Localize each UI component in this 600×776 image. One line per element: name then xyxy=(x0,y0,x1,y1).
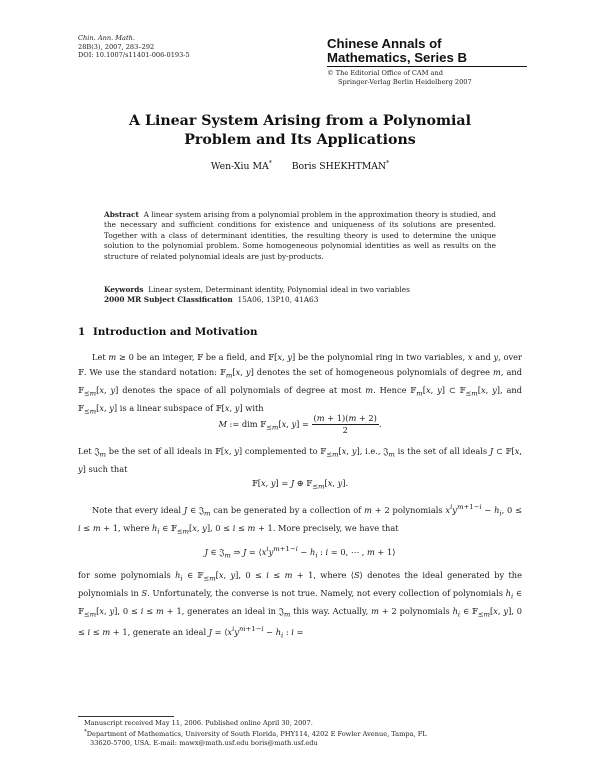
equation-dimension: M := dim 𝔽$_{\le m}$[x, y] = $\frac{(m + 1)(m + 2)}{2}$ . xyxy=(218,413,382,435)
abstract-text: A linear system arising from a polynomial problem in the approximation theory is studied, and the necessary and sufficient conditions for existence and uniqueness of its solutions are presented. Together with a class of determinant identities, the resulting theory is used to determine the unique solution to the polynomial problem. Some homogeneous polynomial identities as well as results on the structure of related polynomial ideals are just by-products. xyxy=(104,210,496,261)
body-paragraph-2: Let 𝔍$_m$ be the set of all ideals in 𝔽[x, y] complemented to 𝔽$_{\le m}$[x, y], i.e., 𝔍$_m$ is the set of all ideals J ⊂ 𝔽[x, y] such that xyxy=(78,446,523,475)
footnote-rule xyxy=(78,716,174,717)
keywords-text: Linear system, Determinant identity, Polynomial ideal in two variables xyxy=(148,285,410,294)
section-number: 1 xyxy=(78,326,86,338)
footnote-mark: * xyxy=(84,728,87,735)
journal-brand xyxy=(327,37,527,86)
msc-label: 2000 MR Subject Classification xyxy=(104,295,233,305)
authors xyxy=(60,160,540,172)
equation-direct-sum: 𝔽[x, y] = J ⊕ 𝔽$_{\le m}$[x, y]. xyxy=(251,478,349,491)
brand-title-line2: Mathematics, Series B xyxy=(327,50,467,65)
body-paragraph-1: Let m ≥ 0 be an integer, 𝔽 be a field, and 𝔽[x, y] be the polynomial ring in two variables, x and y, over 𝔽. We use the standard notation: 𝔽$_m$[x, y] denotes the set of homogeneous polynomials of degree m, and 𝔽$_{\le m}$[x, y] denotes the space of all polynomials of degree at most m. Hence 𝔽$_m$[x, y] ⊂ 𝔽$_{\le m}$[x, y], and 𝔽$_{\le m}$[x, y] is a linear subspace of 𝔽[x, y] with xyxy=(78,352,523,416)
volume-pages: 28B(3), 2007, 283–292 xyxy=(78,42,155,51)
footnotes xyxy=(78,719,522,747)
brand-rule xyxy=(327,66,527,67)
author-1: Wen-Xiu MA xyxy=(210,161,269,173)
abstract xyxy=(104,210,496,262)
equation-ideal: J ∈ 𝔍$_m$ ⇒ $J = ⟨x^iy^{m+1-i} - h_i$ : i = 0, ⋯ , m + 1⟩ xyxy=(204,545,396,560)
section-title: Introduction and Motivation xyxy=(93,326,258,338)
journal-abbrev: Chin. Ann. Math. xyxy=(78,34,135,42)
footnote-affiliation-line1: Department of Mathematics, University of South Florida, PHY114, 4202 E Fowler Avenue, Tampa, FL xyxy=(86,729,427,738)
journal-info xyxy=(78,34,190,60)
body-paragraph-3: Note that every ideal J ∈ 𝔍$_m$ can be generated by a collection of m + 2 polynomials $x^iy^{m+1-i} - h_i$, 0 ≤ i ≤ m + 1, where $h_i$ ∈ 𝔽$_{\le m}$[x, y], 0 ≤ i ≤ m + 1. More precisely, we have that xyxy=(78,503,522,536)
msc-text: 15A06, 13P10, 41A63 xyxy=(237,295,319,305)
footnote-affiliation-line2: 33620-5700, USA. E-mail: mawx@math.usf.edu boris@math.usf.edu xyxy=(90,738,318,747)
paper-title xyxy=(60,112,540,150)
keywords-block xyxy=(104,285,504,305)
doi: DOI: 10.1007/s11401-006-0193-5 xyxy=(78,51,190,60)
section-heading xyxy=(78,326,257,338)
title-line1: A Linear System Arising from a Polynomial xyxy=(129,113,471,129)
author-2-mark: * xyxy=(386,160,390,167)
title-line2: Problem and Its Applications xyxy=(184,132,416,148)
copyright-line1: © The Editorial Office of CAM and xyxy=(327,69,443,77)
brand-title-line1: Chinese Annals of xyxy=(327,36,442,51)
author-2: Boris SHEKHTMAN xyxy=(291,161,387,173)
keywords-label: Keywords xyxy=(104,285,144,294)
abstract-label: Abstract xyxy=(104,210,139,219)
copyright-line2: Springer-Verlag Berlin Heidelberg 2007 xyxy=(338,77,472,86)
author-1-mark: * xyxy=(268,160,272,167)
body-paragraph-4: for some polynomials $h_i$ ∈ 𝔽$_{\le m}$[x, y], 0 ≤ i ≤ m + 1, where ⟨S⟩ denotes the ideal generated by the polynomials in S. Unfortunately, the converse is not true. Namely, not every collection of polynomials $h_i$ ∈ 𝔽$_{\le m}$[x, y], 0 ≤ i ≤ m + 1, generates an ideal in 𝔍$_m$ this way. Actually, m + 2 polynomials $h_i$ ∈ 𝔽$_{\le m}$[x, y], 0 ≤ i ≤ m + 1, generate an ideal $J = ⟨x^iy^{m+1-i} - h_i$ : i = xyxy=(78,570,523,640)
footnote-received: Manuscript received May 11, 2006. Published online April 30, 2007. xyxy=(84,719,313,727)
